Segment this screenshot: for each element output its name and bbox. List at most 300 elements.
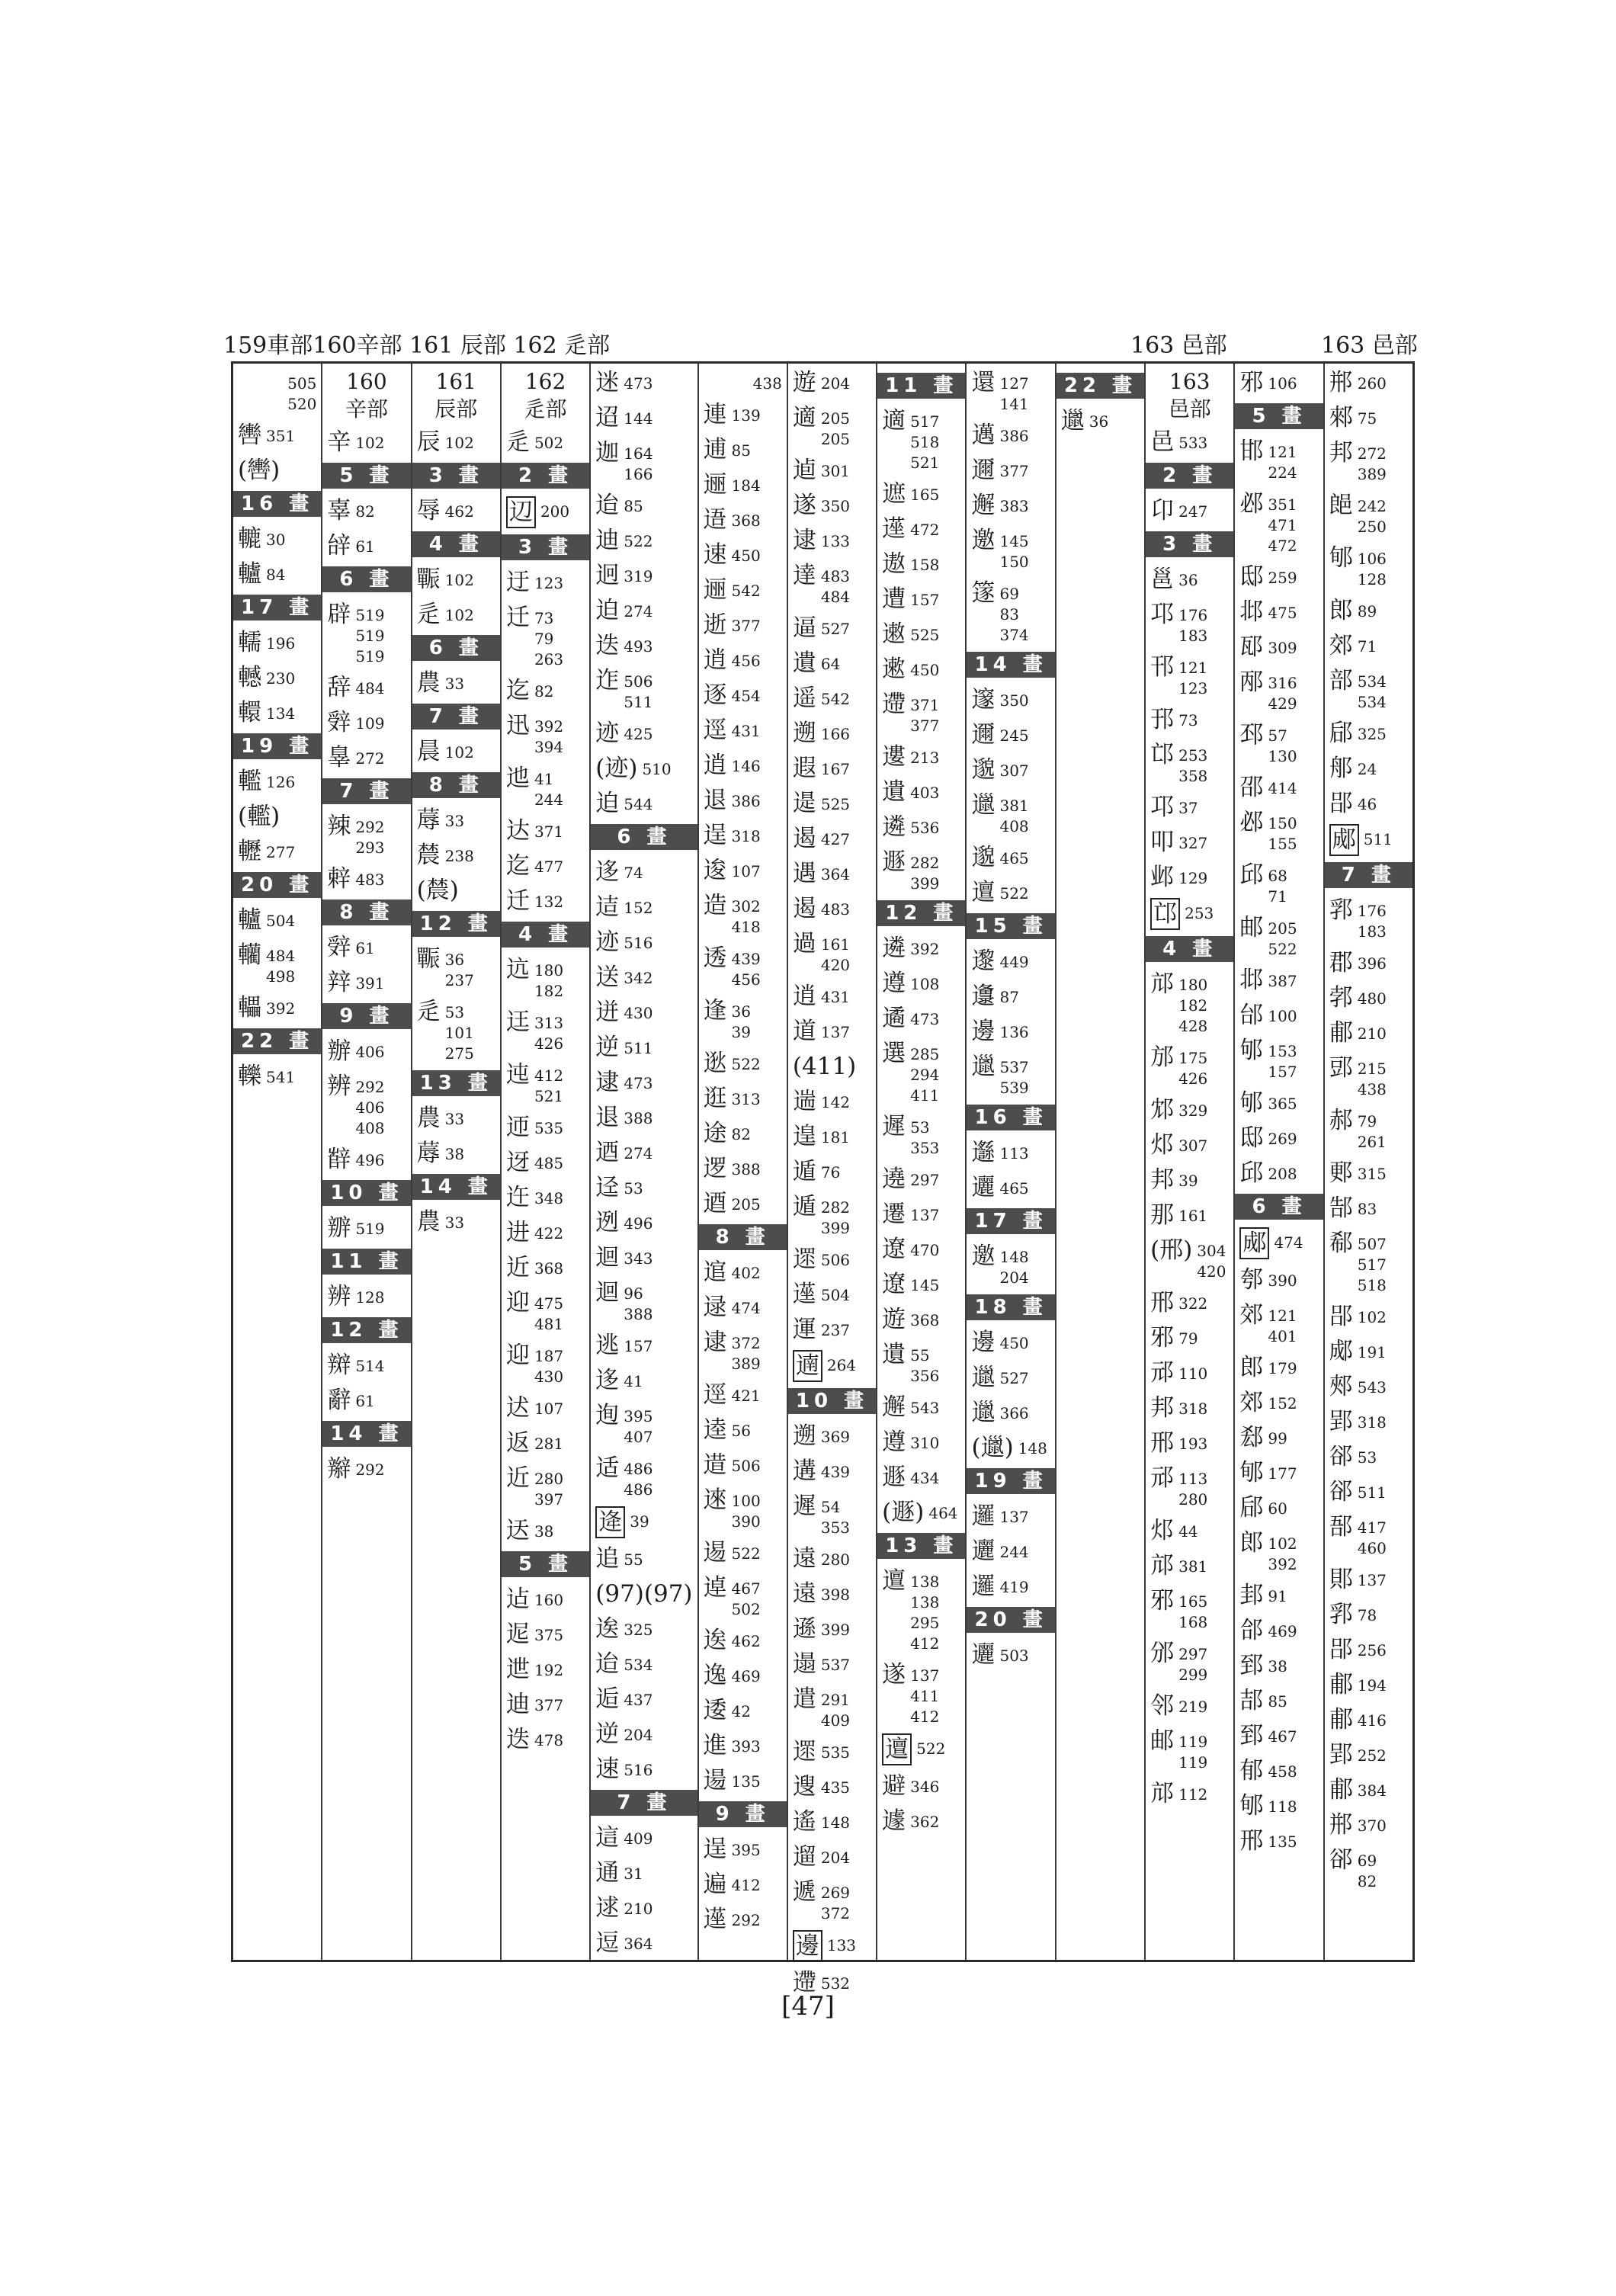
index-entry	[793, 1878, 871, 1924]
page-refs	[355, 1072, 384, 1139]
page-ref: 364	[820, 865, 851, 883]
page-ref: 24	[1357, 760, 1377, 778]
index-entry	[595, 1858, 692, 1887]
page-refs	[1178, 1358, 1207, 1384]
character: 郠	[1329, 1159, 1353, 1187]
index-entry	[1150, 793, 1229, 822]
character: 轢	[238, 1063, 261, 1090]
page-ref: 519	[355, 647, 385, 665]
page-refs	[1178, 1166, 1198, 1191]
character: 送	[595, 964, 620, 991]
character: 遑	[792, 1123, 816, 1150]
page-refs	[910, 1200, 939, 1226]
page-refs	[732, 681, 761, 707]
page-ref: 307	[1178, 1137, 1208, 1155]
page-ref: 261	[1357, 1133, 1387, 1151]
index-entry	[595, 1208, 692, 1237]
stroke-count-header: 13 畫	[877, 1533, 965, 1559]
character: 遴	[882, 935, 906, 962]
index-entry	[1329, 1565, 1408, 1594]
page-refs	[624, 491, 643, 517]
character: 郃	[1239, 1617, 1264, 1644]
index-entry	[793, 929, 871, 976]
index-entry	[882, 1733, 960, 1765]
page-ref: 75	[1357, 409, 1377, 428]
index-entry	[882, 1039, 960, 1106]
character: 邋	[971, 791, 996, 819]
character: 邢	[1150, 1289, 1175, 1316]
index-entry	[595, 631, 692, 660]
stroke-count-header: 4 畫	[502, 922, 589, 948]
index-entry	[327, 1037, 406, 1066]
page-refs	[624, 1173, 643, 1199]
index-entry	[1150, 1429, 1229, 1457]
character: 那	[1150, 1201, 1175, 1229]
index-entry	[793, 824, 871, 853]
page-ref: 83	[999, 605, 1019, 624]
character: 遡	[792, 1422, 816, 1450]
index-entry	[1329, 1159, 1408, 1188]
page-refs	[445, 944, 474, 991]
page-ref: 411	[910, 1086, 940, 1105]
index-entry	[1329, 1442, 1408, 1471]
character: 通	[595, 1859, 620, 1887]
character: (轡)	[238, 457, 281, 484]
index-entry	[704, 1049, 782, 1078]
page-refs	[732, 1766, 761, 1792]
page-ref: 205	[731, 1195, 761, 1214]
index-entry	[417, 600, 495, 629]
page-ref: 82	[731, 1125, 751, 1143]
index-entry	[506, 711, 585, 758]
page-ref: 180	[1178, 976, 1208, 994]
page-ref: 127	[999, 374, 1029, 393]
page-ref: 139	[731, 406, 761, 425]
index-entry	[971, 843, 1050, 872]
character: 郘	[1329, 1636, 1353, 1663]
page-refs	[445, 1207, 464, 1233]
index-entry	[971, 755, 1050, 784]
index-entry	[793, 982, 871, 1011]
character: 邊	[971, 1018, 996, 1045]
page-ref: 280	[534, 1470, 564, 1488]
character: 轆	[238, 525, 261, 553]
index-entry	[1329, 948, 1408, 977]
character: 遁	[792, 1158, 816, 1185]
index-entry	[327, 1214, 406, 1243]
page-refs	[1197, 1236, 1226, 1282]
page-ref: 177	[1268, 1464, 1297, 1483]
page-ref: 205	[820, 430, 851, 448]
index-entry	[793, 1544, 871, 1573]
page-refs	[732, 944, 761, 990]
page-ref: 364	[624, 1935, 653, 1953]
page-refs	[1358, 983, 1387, 1009]
character: 郟	[1329, 1373, 1353, 1400]
page-ref: 511	[1363, 830, 1393, 848]
page-refs	[1268, 1001, 1297, 1027]
page-refs	[910, 479, 939, 505]
page-ref: 148	[820, 1813, 851, 1832]
page-ref: 486	[624, 1480, 653, 1499]
index-entry	[882, 406, 960, 473]
character: 逝	[703, 611, 727, 639]
index-entry	[704, 435, 782, 464]
page-ref: 152	[1268, 1394, 1297, 1413]
page-ref: 282	[820, 1198, 851, 1217]
page-refs	[821, 1122, 850, 1148]
page-refs	[1185, 898, 1214, 924]
character: 邸	[1239, 1124, 1264, 1152]
page-refs	[732, 821, 761, 847]
page-ref: 518	[910, 433, 940, 451]
page-ref: 39	[731, 1023, 751, 1041]
index-column	[591, 364, 698, 1960]
character: 辝	[327, 532, 351, 560]
page-ref: 458	[1268, 1762, 1297, 1781]
character: 轣	[238, 838, 261, 865]
character: 郍	[1329, 755, 1353, 782]
page-refs	[999, 878, 1028, 904]
page-refs	[1178, 1130, 1207, 1156]
page-ref: 85	[624, 497, 643, 515]
page-ref: 514	[355, 1357, 385, 1375]
character: 邟	[1150, 1552, 1175, 1579]
page-ref: 534	[1357, 693, 1387, 711]
page-ref: 161	[1178, 1207, 1208, 1225]
index-entry	[506, 1148, 585, 1177]
page-refs	[266, 837, 295, 863]
stroke-count-header: 12 畫	[322, 1317, 410, 1343]
character: 郛	[1329, 1601, 1353, 1628]
page-ref: 439	[731, 950, 761, 968]
character: 迊	[505, 1114, 530, 1141]
page-ref: 145	[910, 1276, 940, 1294]
character: (辳)	[416, 877, 459, 904]
page-ref: 138	[910, 1593, 940, 1611]
index-entry	[971, 1328, 1050, 1357]
page-refs	[266, 524, 285, 550]
index-entry	[971, 1640, 1050, 1669]
page-refs	[821, 789, 850, 815]
page-refs	[1358, 491, 1387, 537]
character: 退	[595, 1104, 620, 1131]
page-ref: 533	[1178, 434, 1208, 452]
character: 辨	[327, 1073, 351, 1100]
index-entry	[793, 1650, 871, 1679]
character: 辳	[416, 842, 441, 869]
character: 迸	[595, 999, 620, 1026]
index-entry	[882, 848, 960, 894]
index-entry	[793, 614, 871, 643]
page-ref: 106	[1268, 374, 1297, 393]
index-entry	[595, 1755, 692, 1784]
character: 還	[971, 369, 996, 396]
page-ref: 480	[1357, 989, 1387, 1008]
page-ref: 535	[820, 1743, 851, 1762]
character: 迕	[505, 1184, 530, 1211]
index-entry	[1329, 1018, 1408, 1047]
page-refs	[821, 649, 840, 675]
page-ref: 510	[642, 760, 672, 778]
page-ref: 472	[1268, 537, 1297, 555]
page-ref: 204	[820, 1849, 851, 1867]
index-entry	[882, 1660, 960, 1727]
index-entry	[1239, 633, 1318, 662]
character: 郖	[1329, 1054, 1353, 1082]
character: 邐	[971, 1174, 996, 1201]
index-entry	[1239, 1265, 1318, 1294]
index-entry	[506, 955, 585, 1002]
page-refs	[624, 1685, 652, 1711]
index-entry	[1150, 1692, 1229, 1720]
page-ref: 87	[999, 988, 1019, 1006]
page-refs	[732, 1538, 761, 1564]
stroke-count-header: 19 畫	[233, 733, 321, 759]
index-entry	[704, 1293, 782, 1322]
character: 邟	[1150, 1780, 1175, 1807]
character: 遷	[882, 1201, 906, 1228]
index-entry	[1329, 1635, 1408, 1664]
index-entry	[704, 891, 782, 938]
page-refs	[1268, 598, 1297, 624]
page-refs	[910, 1772, 939, 1797]
character: 辬	[327, 1352, 351, 1379]
page-refs	[624, 1401, 652, 1448]
page-ref: 435	[820, 1778, 851, 1797]
page-ref: 414	[1268, 779, 1297, 797]
character: 迪	[505, 1691, 530, 1718]
character: 道	[792, 1018, 816, 1045]
character: 逭	[703, 1259, 727, 1286]
character: 逋	[703, 436, 727, 463]
character: 邠	[1150, 1640, 1175, 1667]
index-entry	[1150, 428, 1229, 457]
index-entry	[1329, 1477, 1408, 1506]
page-refs	[910, 969, 939, 995]
page-ref: 399	[820, 1621, 851, 1639]
page-ref: 204	[624, 1726, 653, 1744]
page-ref: 192	[534, 1661, 564, 1679]
page-ref: 38	[1268, 1657, 1287, 1676]
page-refs	[534, 1288, 563, 1335]
index-entry	[1150, 1236, 1229, 1282]
page-refs	[1358, 1740, 1387, 1766]
page-ref: 148	[999, 1248, 1029, 1266]
page-refs	[1268, 633, 1297, 659]
page-refs	[910, 655, 939, 681]
page-ref: 496	[624, 1214, 653, 1233]
character: 邧	[1150, 1464, 1175, 1492]
index-column	[1146, 364, 1235, 1960]
character: 遺	[882, 1341, 906, 1368]
page-refs	[624, 928, 652, 954]
page-ref: 409	[624, 1829, 653, 1848]
page-refs	[1178, 428, 1207, 454]
page-ref: 179	[1268, 1359, 1297, 1377]
page-refs	[266, 663, 295, 689]
page-ref: 542	[731, 582, 761, 600]
character: 辧	[327, 1214, 351, 1242]
character: 郜	[1329, 1194, 1353, 1222]
page-ref: 493	[624, 637, 653, 656]
page-ref: 129	[1178, 869, 1208, 887]
page-refs	[1178, 1779, 1207, 1805]
page-ref: 372	[820, 1904, 851, 1922]
page-refs	[1268, 1458, 1297, 1484]
stroke-count-header: 18 畫	[967, 1294, 1054, 1320]
index-entry	[595, 1103, 692, 1132]
index-entry	[1239, 913, 1318, 960]
stroke-count-header: 3 畫	[502, 534, 589, 560]
page-ref: 384	[1357, 1781, 1387, 1800]
character: 速	[703, 541, 727, 569]
page-ref: 36	[731, 1002, 751, 1021]
character: 郗	[1329, 1230, 1353, 1257]
character: 辡	[327, 969, 351, 996]
character: 迅	[505, 712, 530, 739]
page-ref: 112	[1178, 1785, 1208, 1804]
page-refs	[910, 1340, 939, 1387]
page-ref: 150	[999, 553, 1029, 571]
page-refs	[1178, 1429, 1207, 1454]
radical-heading: 160 辛部	[345, 369, 388, 422]
page-refs	[732, 1731, 761, 1757]
page-refs	[624, 1823, 652, 1849]
index-entry	[882, 655, 960, 684]
page-refs	[916, 1733, 945, 1759]
character: (邋)	[971, 1434, 1014, 1461]
index-entry	[1239, 1036, 1318, 1082]
page-ref: 61	[355, 537, 375, 556]
character: 辰	[416, 428, 441, 456]
page-refs	[821, 929, 850, 976]
page-refs	[821, 1492, 850, 1538]
index-entry	[327, 812, 406, 858]
stroke-count-header: 7 畫	[591, 1790, 697, 1816]
page-ref: 123	[534, 574, 564, 592]
index-entry	[1329, 1053, 1408, 1100]
index-entry	[327, 673, 406, 702]
page-ref: 208	[1268, 1165, 1297, 1183]
page-ref: 390	[1268, 1271, 1297, 1290]
index-entry	[793, 649, 871, 678]
index-entry	[238, 628, 316, 657]
page-ref: 280	[820, 1550, 851, 1569]
character: 郤	[1329, 1443, 1353, 1470]
index-entry	[704, 1661, 782, 1690]
character: 遯	[882, 1464, 906, 1491]
character: 轤	[238, 906, 261, 934]
index-entry	[506, 887, 585, 916]
page-ref: 368	[534, 1259, 564, 1278]
index-entry	[793, 1245, 871, 1274]
page-refs	[1358, 1705, 1387, 1731]
page-refs	[355, 1214, 384, 1239]
index-entry	[704, 540, 782, 569]
page-refs	[1358, 1635, 1387, 1661]
page-refs	[624, 719, 652, 745]
page-ref: 439	[820, 1463, 851, 1481]
page-ref: 469	[731, 1667, 761, 1685]
page-refs	[910, 585, 939, 611]
character: 迨	[595, 492, 620, 519]
character: 逮	[792, 527, 816, 554]
character: 郕	[1329, 824, 1359, 856]
character: 透	[703, 944, 727, 972]
page-ref: 176	[1357, 902, 1387, 920]
index-column	[1235, 364, 1324, 1960]
index-entry	[595, 719, 692, 748]
index-entry	[793, 754, 871, 783]
page-refs	[624, 1033, 652, 1059]
character: 邋	[971, 1053, 996, 1080]
page-ref: 135	[1268, 1833, 1297, 1851]
page-ref: 79	[1357, 1112, 1377, 1130]
page-ref: 516	[624, 1761, 653, 1779]
character: 邪	[1239, 369, 1264, 396]
page-ref: 519	[355, 606, 385, 624]
index-entry	[882, 778, 960, 806]
page-ref: 69	[1357, 1852, 1377, 1870]
index-entry	[1150, 1201, 1229, 1230]
index-entry	[704, 681, 782, 710]
page-refs	[1178, 1323, 1198, 1349]
page-ref: 119	[1178, 1733, 1208, 1751]
character: 郁	[1239, 1757, 1264, 1785]
page-refs	[1178, 1551, 1207, 1577]
page-refs	[821, 1087, 850, 1113]
page-refs	[999, 368, 1028, 415]
character: 逍	[703, 752, 727, 779]
page-ref: 79	[534, 630, 554, 648]
page-ref: 294	[910, 1066, 940, 1084]
page-ref: 215	[1357, 1060, 1387, 1078]
page-ref: 150	[1268, 814, 1297, 832]
page-refs	[534, 1725, 563, 1751]
index-entry	[704, 505, 782, 534]
page-ref: 506	[820, 1251, 851, 1269]
index-entry	[327, 1454, 406, 1483]
character: 辤	[327, 934, 351, 961]
index-entry	[971, 1502, 1050, 1531]
page-refs	[999, 1173, 1028, 1199]
page-ref: 118	[1268, 1797, 1297, 1816]
page-ref: 327	[1178, 834, 1208, 852]
index-entry	[793, 894, 871, 923]
character: 邵	[1239, 774, 1264, 801]
character: 遏	[792, 895, 816, 922]
character: 這	[595, 1824, 620, 1852]
page-refs	[732, 1486, 761, 1532]
index-entry	[882, 515, 960, 544]
index-entry	[506, 1253, 585, 1282]
character: 逮	[595, 1069, 620, 1096]
page-ref: 126	[266, 773, 296, 791]
index-entry	[327, 933, 406, 962]
page-refs	[624, 1755, 652, 1781]
character: 邏	[971, 1573, 996, 1600]
character: 迼	[595, 893, 620, 921]
index-column	[412, 364, 502, 1960]
page-ref: 269	[1268, 1130, 1297, 1148]
page-ref: 477	[534, 858, 564, 876]
page-refs	[1268, 1493, 1287, 1519]
page-refs	[1268, 913, 1297, 960]
page-ref: 541	[266, 1068, 296, 1086]
page-ref: 110	[1178, 1364, 1208, 1383]
index-entry	[506, 1725, 585, 1754]
